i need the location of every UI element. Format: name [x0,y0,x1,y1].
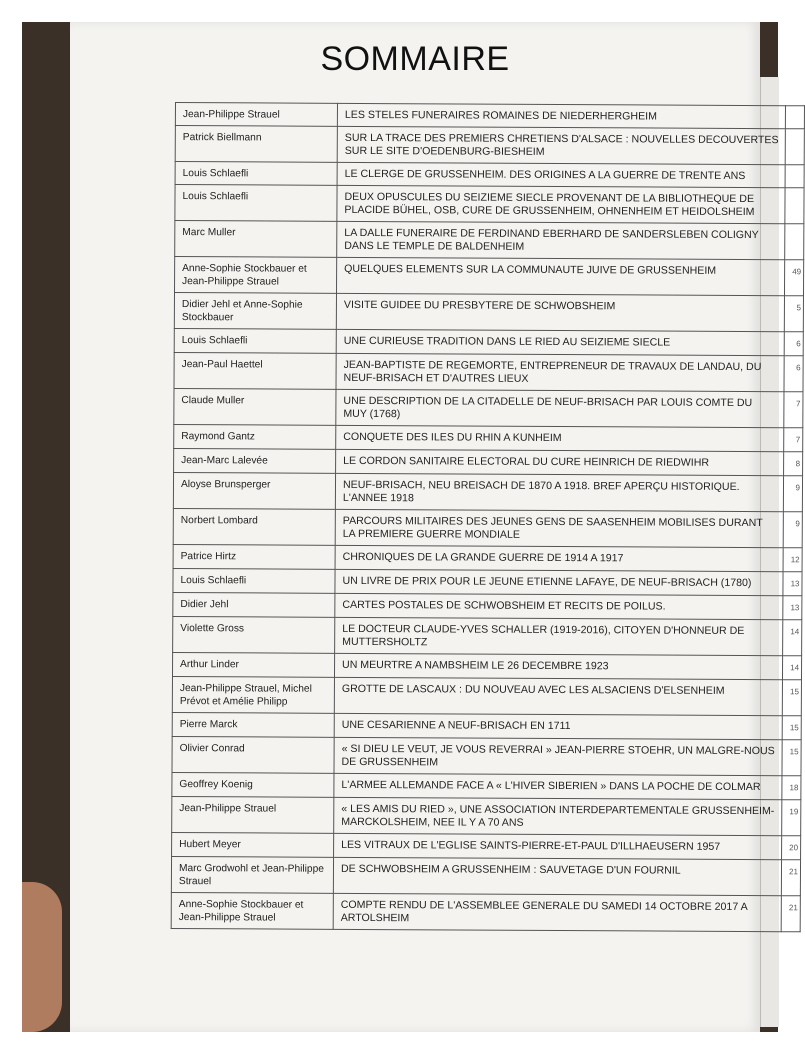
entry-author: Jean-Philippe Strauel, Michel Prévot et Amélie Philipp [172,676,334,713]
entry-author: Claude Muller [174,388,336,425]
entry-page: 15 [782,680,801,716]
entry-page: 15 [782,740,801,776]
entry-page: 20 [782,836,801,860]
entry-page: 6 [784,332,803,356]
entry-title: L'ARMEE ALLEMANDE FACE A « L'HIVER SIBERIEN » DANS LA POCHE DE COLMAR [334,773,782,799]
contents-row [172,772,801,799]
entry-title: UNE DESCRIPTION DE LA CITADELLE DE NEUF-BRISACH PAR LOUIS COMTE DU MUY (1768) [336,389,784,427]
contents-row [172,832,801,859]
entry-author: Hubert Meyer [172,832,334,857]
entry-title: NEUF-BRISACH, NEU BREISACH DE 1870 A 1918. BREF APERÇU HISTORIQUE. L'ANNEE 1918 [335,473,783,511]
contents-row [172,712,801,739]
entry-author: Raymond Gantz [174,424,336,449]
entry-author: Jean-Philippe Strauel [172,796,334,833]
entry-title: DEUX OPUSCULES DU SEIZIEME SIECLE PROVENANT DE LA BIBLIOTHEQUE DE PLACIDE BÜHEL, OSB, CURE DE GRUSSENHEIM, OHNENHEIM ET HEIDOLSHEIM [337,185,785,223]
book-page [70,22,802,1032]
entry-title: JEAN-BAPTISTE DE REGEMORTE, ENTREPRENEUR DE TRAVAUX DE LANDAU, DU NEUF-BRISACH ET D'AUTRES LIEUX [336,353,784,391]
entry-page [785,165,804,188]
contents-row [172,736,801,775]
entry-title: VISITE GUIDEE DU PRESBYTERE DE SCHWOBSHEIM [336,293,784,331]
entry-page: 12 [783,548,802,572]
photo-background [22,22,802,1032]
entry-title: LE CLERGE DE GRUSSENHEIM. DES ORIGINES A LA GUERRE DE TRENTE ANS [337,162,785,187]
entry-page: 7 [784,392,803,428]
entry-author: Norbert Lombard [173,508,335,545]
entry-page: 15 [782,716,801,740]
entry-title: LE CORDON SANITAIRE ELECTORAL DU CURE HEINRICH DE RIEDWIHR [336,449,784,475]
contents-row [173,568,802,595]
entry-title: DE SCHWOBSHEIM A GRUSSENHEIM : SAUVETAGE D'UN FOURNIL [333,857,781,895]
contents-row [174,328,803,355]
contents-table [171,102,805,932]
entry-author: Louis Schlaefli [173,568,335,593]
entry-author: Marc Grodwohl et Jean-Philippe Strauel [171,856,333,893]
entry-title: SUR LA TRACE DES PREMIERS CHRETIENS D'ALSACE : NOUVELLES DECOUVERTES SUR LE SITE D'OEDENBURG-BIESHEIM [337,126,785,164]
contents-row [174,352,803,391]
entry-page: 9 [783,512,802,548]
entry-title: PARCOURS MILITAIRES DES JEUNES GENS DE SAASENHEIM MOBILISES DURANT LA PREMIERE GUERRE MONDIALE [335,509,783,547]
entry-author: Patrice Hirtz [173,544,335,569]
entry-page: 6 [784,356,803,392]
entry-author: Geoffrey Koenig [172,772,334,797]
entry-author: Didier Jehl [173,592,335,617]
entry-author: Jean-Paul Haettel [174,352,336,389]
entry-title: UNE CURIEUSE TRADITION DANS LE RIED AU SEIZIEME SIECLE [336,329,784,355]
entry-title: LES VITRAUX DE L'EGLISE SAINTS-PIERRE-ET-PAUL D'ILLHAEUSERN 1957 [334,833,782,859]
contents-row [173,472,802,511]
entry-author: Jean-Marc Lalevée [174,448,336,473]
entry-title: UNE CESARIENNE A NEUF-BRISACH EN 1711 [334,713,782,739]
contents-row [172,796,801,835]
page-title: SOMMAIRE [320,40,510,78]
entry-title: « LES AMIS DU RIED », UNE ASSOCIATION INTERDEPARTEMENTALE GRUSSENHEIM-MARCKOLSHEIM, NEE IL Y A 70 ANS [334,797,782,835]
contents-row [175,257,804,296]
contents-row [173,592,802,619]
thumb [22,882,62,1032]
entry-page: 14 [783,620,802,656]
contents-row [172,676,801,715]
entry-title: UN LIVRE DE PRIX POUR LE JEUNE ETIENNE LAFAYE, DE NEUF-BRISACH (1780) [335,569,783,595]
entry-title: COMPTE RENDU DE L'ASSEMBLEE GENERALE DU SAMEDI 14 OCTOBRE 2017 A ARTOLSHEIM [333,893,781,931]
entry-page: 19 [782,800,801,836]
entry-title: GROTTE DE LASCAUX : DU NOUVEAU AVEC LES ALSACIENS D'ELSENHEIM [334,677,782,715]
entry-page: 21 [781,860,800,896]
contents-row [174,388,803,427]
contents-row [175,126,804,165]
entry-title: QUELQUES ELEMENTS SUR LA COMMUNAUTE JUIVE DE GRUSSENHEIM [337,257,785,295]
entry-author: Anne-Sophie Stockbauer et Jean-Philippe Strauel [171,892,333,929]
entry-author: Patrick Biellmann [175,126,337,163]
entry-author: Pierre Marck [172,712,334,737]
entry-page: 13 [783,572,802,596]
entry-page: 21 [781,896,800,932]
entry-page: 8 [784,452,803,476]
entry-author: Violette Gross [173,616,335,653]
entry-title: LA DALLE FUNERAIRE DE FERDINAND EBERHARD DE SANDERSLEBEN COLIGNY DANS LE TEMPLE DE BALDENHEIM [337,221,785,259]
contents-body [171,103,804,932]
entry-page: 18 [782,776,801,800]
entry-author: Arthur Linder [172,652,334,677]
contents-row [171,892,800,931]
contents-row [175,103,804,129]
contents-row [175,221,804,260]
entry-page [785,129,804,165]
entry-title: LE DOCTEUR CLAUDE-YVES SCHALLER (1919-2016), CITOYEN D'HONNEUR DE MUTTERSHOLTZ [335,617,783,655]
entry-author: Anne-Sophie Stockbauer et Jean-Philippe Strauel [175,257,337,294]
contents-row [173,508,802,547]
entry-author: Louis Schlaefli [175,162,337,186]
contents-row [171,856,800,895]
entry-page: 49 [784,260,803,296]
entry-author: Jean-Philippe Strauel [175,103,337,127]
entry-page: 13 [783,596,802,620]
entry-author: Marc Muller [175,221,337,258]
entry-author: Aloyse Brunsperger [173,472,335,509]
contents-row [173,616,802,655]
contents-row [175,185,804,224]
contents-row [174,448,803,475]
entry-title: CARTES POSTALES DE SCHWOBSHEIM ET RECITS DE POILUS. [335,593,783,619]
entry-page: 7 [784,428,803,452]
entry-author: Olivier Conrad [172,736,334,773]
contents-row [172,652,801,679]
entry-title: UN MEURTRE A NAMBSHEIM LE 26 DECEMBRE 1923 [334,653,782,679]
entry-page [785,106,804,129]
entry-page: 5 [784,296,803,332]
entry-author: Louis Schlaefli [175,185,337,222]
entry-page [785,188,804,224]
entry-title: CHRONIQUES DE LA GRANDE GUERRE DE 1914 A 1917 [335,545,783,571]
entry-title: LES STELES FUNERAIRES ROMAINES DE NIEDERHERGHEIM [337,103,785,128]
entry-title: « SI DIEU LE VEUT, JE VOUS REVERRAI » JEAN-PIERRE STOEHR, UN MALGRE-NOUS DE GRUSSENHEIM [334,737,782,775]
contents-row [173,544,802,571]
entry-author: Louis Schlaefli [174,328,336,353]
entry-title: CONQUETE DES ILES DU RHIN A KUNHEIM [336,425,784,451]
entry-page: 9 [783,476,802,512]
contents-row [175,162,804,188]
contents-row [174,293,803,332]
entry-page [785,224,804,260]
contents-row [174,424,803,451]
entry-page: 14 [782,656,801,680]
entry-author: Didier Jehl et Anne-Sophie Stockbauer [174,293,336,330]
